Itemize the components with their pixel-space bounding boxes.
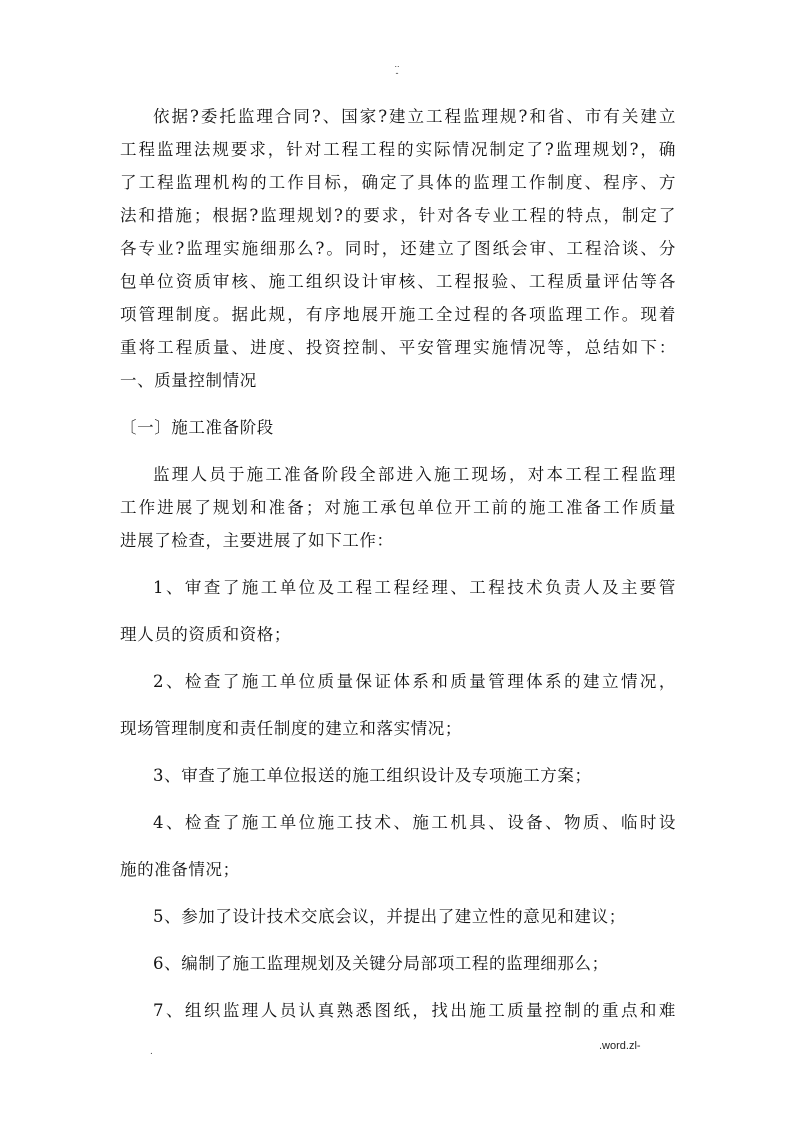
section-heading: 一、质量控制情况 xyxy=(120,371,257,390)
document-body xyxy=(120,100,676,1027)
paragraph-line: 依据?委托监理合同?、国家?建立工程监理规?和省、市有关建立 xyxy=(153,107,676,126)
paragraph-line: 了工程监理机构的工作目标，确定了具体的监理工作制度、程序、方 xyxy=(120,173,676,192)
page-header-mark xyxy=(0,60,794,78)
subsection-heading: 〔一〕施工准备阶段 xyxy=(120,418,274,437)
paragraph-line: 监理人员于施工准备阶段全部进入施工现场，对本工程工程监理 xyxy=(153,465,676,484)
list-item: 5、参加了设计技术交底会议，并提出了建立性的意见和建议； xyxy=(153,907,626,926)
list-item: 2、检查了施工单位质量保证体系和质量管理体系的建立情况， xyxy=(153,672,676,691)
header-mark-bottom: - xyxy=(395,68,399,78)
list-item-continuation: 理人员的资质和资格； xyxy=(120,625,291,644)
paragraph-line: 进展了检查，主要进展了如下工作： xyxy=(120,531,394,550)
footer-dot: . xyxy=(150,1046,153,1057)
paragraph-line: 项管理制度。据此规，有序地展开施工全过程的各项监理工作。现着 xyxy=(120,305,676,324)
list-item: 4、检查了施工单位施工技术、施工机具、设备、物质、临时设 xyxy=(153,813,676,832)
paragraph-line: 工作进展了规划和准备；对施工承包单位开工前的施工准备工作质量 xyxy=(120,498,676,517)
list-item-continuation: 施的准备情况； xyxy=(120,860,240,879)
paragraph-line: 法和措施；根据?监理规划?的要求，针对各专业工程的特点，制定了 xyxy=(120,206,676,225)
list-item: 6、编制了施工监理规划及关键分局部项工程的监理细那么； xyxy=(153,954,609,973)
paragraph-line: 重将工程质量、进度、投资控制、平安管理实施情况等，总结如下： xyxy=(120,338,676,357)
list-item-continuation: 现场管理制度和责任制度的建立和落实情况； xyxy=(120,719,462,738)
header-mark-top: .. xyxy=(394,59,400,69)
paragraph-line: 包单位资质审核、施工组织设计审核、工程报验、工程质量评估等各 xyxy=(120,272,676,291)
paragraph-line: 工程监理法规要求，针对工程工程的实际情况制定了?监理规划?，确 xyxy=(120,140,676,159)
list-item: 1、审查了施工单位及工程工程经理、工程技术负责人及主要管 xyxy=(153,578,676,597)
list-item: 7、组织监理人员认真熟悉图纸，找出施工质量控制的重点和难 xyxy=(153,1001,676,1020)
list-item: 3、审查了施工单位报送的施工组织设计及专项施工方案； xyxy=(153,766,592,785)
paragraph-line: 各专业?监理实施细那么?。同时，还建立了图纸会审、工程洽谈、分 xyxy=(120,239,676,258)
page-footer: .word.zl- xyxy=(599,1040,641,1052)
